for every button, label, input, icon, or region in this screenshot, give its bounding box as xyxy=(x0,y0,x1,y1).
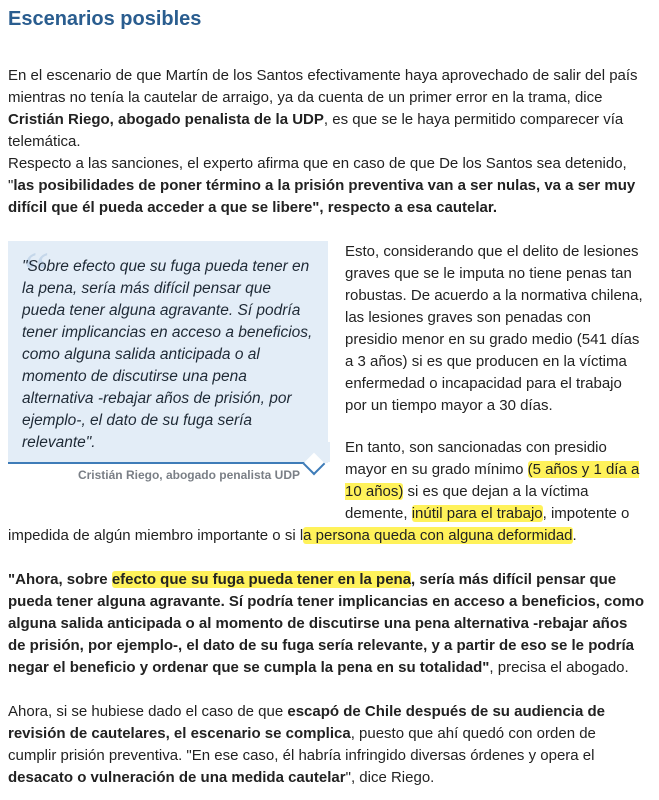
paragraph-2: Respecto a las sanciones, el experto afirma que en caso de que De los Santos sea detenido, "las posibilidades de poner término a la prisión preventiva van a ser nulas, va a ser muy difícil que él pueda acceder a que se libere", respecto a esa cautelar. xyxy=(8,155,636,216)
highlight-useless-for-work: inútil para el trabajo xyxy=(411,505,543,522)
paragraph-6: Ahora, si se hubiese dado el caso de que escapó de Chile después de su audiencia de revisión de cautelares, el escenario se complica, puesto que ahí quedó con orden de cumplir prisión preventiva. "En ese caso, él habría infringido diversas órdenes y opera el desacato o vulneración de una medida cautelar", dice Riego. xyxy=(8,703,605,786)
paragraph-5: "Ahora, sobre efecto que su fuga pueda tener en la pena, sería más difícil pensar que pueda tener alguna agravante. Sí podría tener implicancias en acceso a beneficios, como alguna salida anticipada o al momento de discutirse una pena alternativa -rebajar años de prisión, por ejemplo-, el dato de su fuga sería relevante, y a partir de eso se le podría negar el beneficio y ordenar que se cumpla la pena en su totalidad", precisa el abogado. xyxy=(8,571,645,676)
highlight-escape-effect: efecto que su fuga pueda tener en la pena xyxy=(111,571,412,588)
quote-mark-icon: “ xyxy=(18,240,51,305)
section-heading: Escenarios posibles xyxy=(8,8,202,30)
paragraph-3: Esto, considerando que el delito de lesiones graves que se le imputa no tiene penas tan robustas. De acuerdo a la normativa chilena, las lesiones graves son penadas con presidio menor en su grado medio (541 días a 3 años) si es que producen en la víctima enfermedad o incapacidad para el trabajo por un tiempo mayor a 30 días. xyxy=(345,243,643,414)
highlight-sentence-range: (5 años y 1 día a 10 años) xyxy=(345,461,640,500)
pull-quote-text: "Sobre efecto que su fuga pueda tener en la pena, sería más difícil pensar que pueda tener alguna agravante. Sí podría tener implicancias en acceso a beneficios, como alguna salida anticipada o al momento de discutirse una pena alternativa -rebajar años de prisión, por ejemplo-, el dato de su fuga sería relevante". xyxy=(22,258,313,451)
pull-quote-author: Cristián Riego, abogado penalista UDP xyxy=(77,468,300,482)
paragraph-4: En tanto, son sancionadas con presidio mayor en su grado mínimo (5 años y 1 día a 10 años) si es que dejan a la víctima demente, inútil para el trabajo, impotente o xyxy=(345,439,640,522)
highlight-deformity: a persona queda con alguna deformidad xyxy=(303,527,573,544)
paragraph-4-continued: impedida de algún miembro importante o si la persona queda con alguna deformidad. xyxy=(8,527,577,544)
quote-divider xyxy=(8,462,306,464)
paragraph-1: En el escenario de que Martín de los Santos efectivamente haya aprovechado de salir del país mientras no tenía la cautelar de arraigo, ya da cuenta de un primer error en la trama, dice Cristián Riego, abogado penalista de la UDP, es que se le haya permitido comparecer vía telemática. xyxy=(8,67,638,150)
